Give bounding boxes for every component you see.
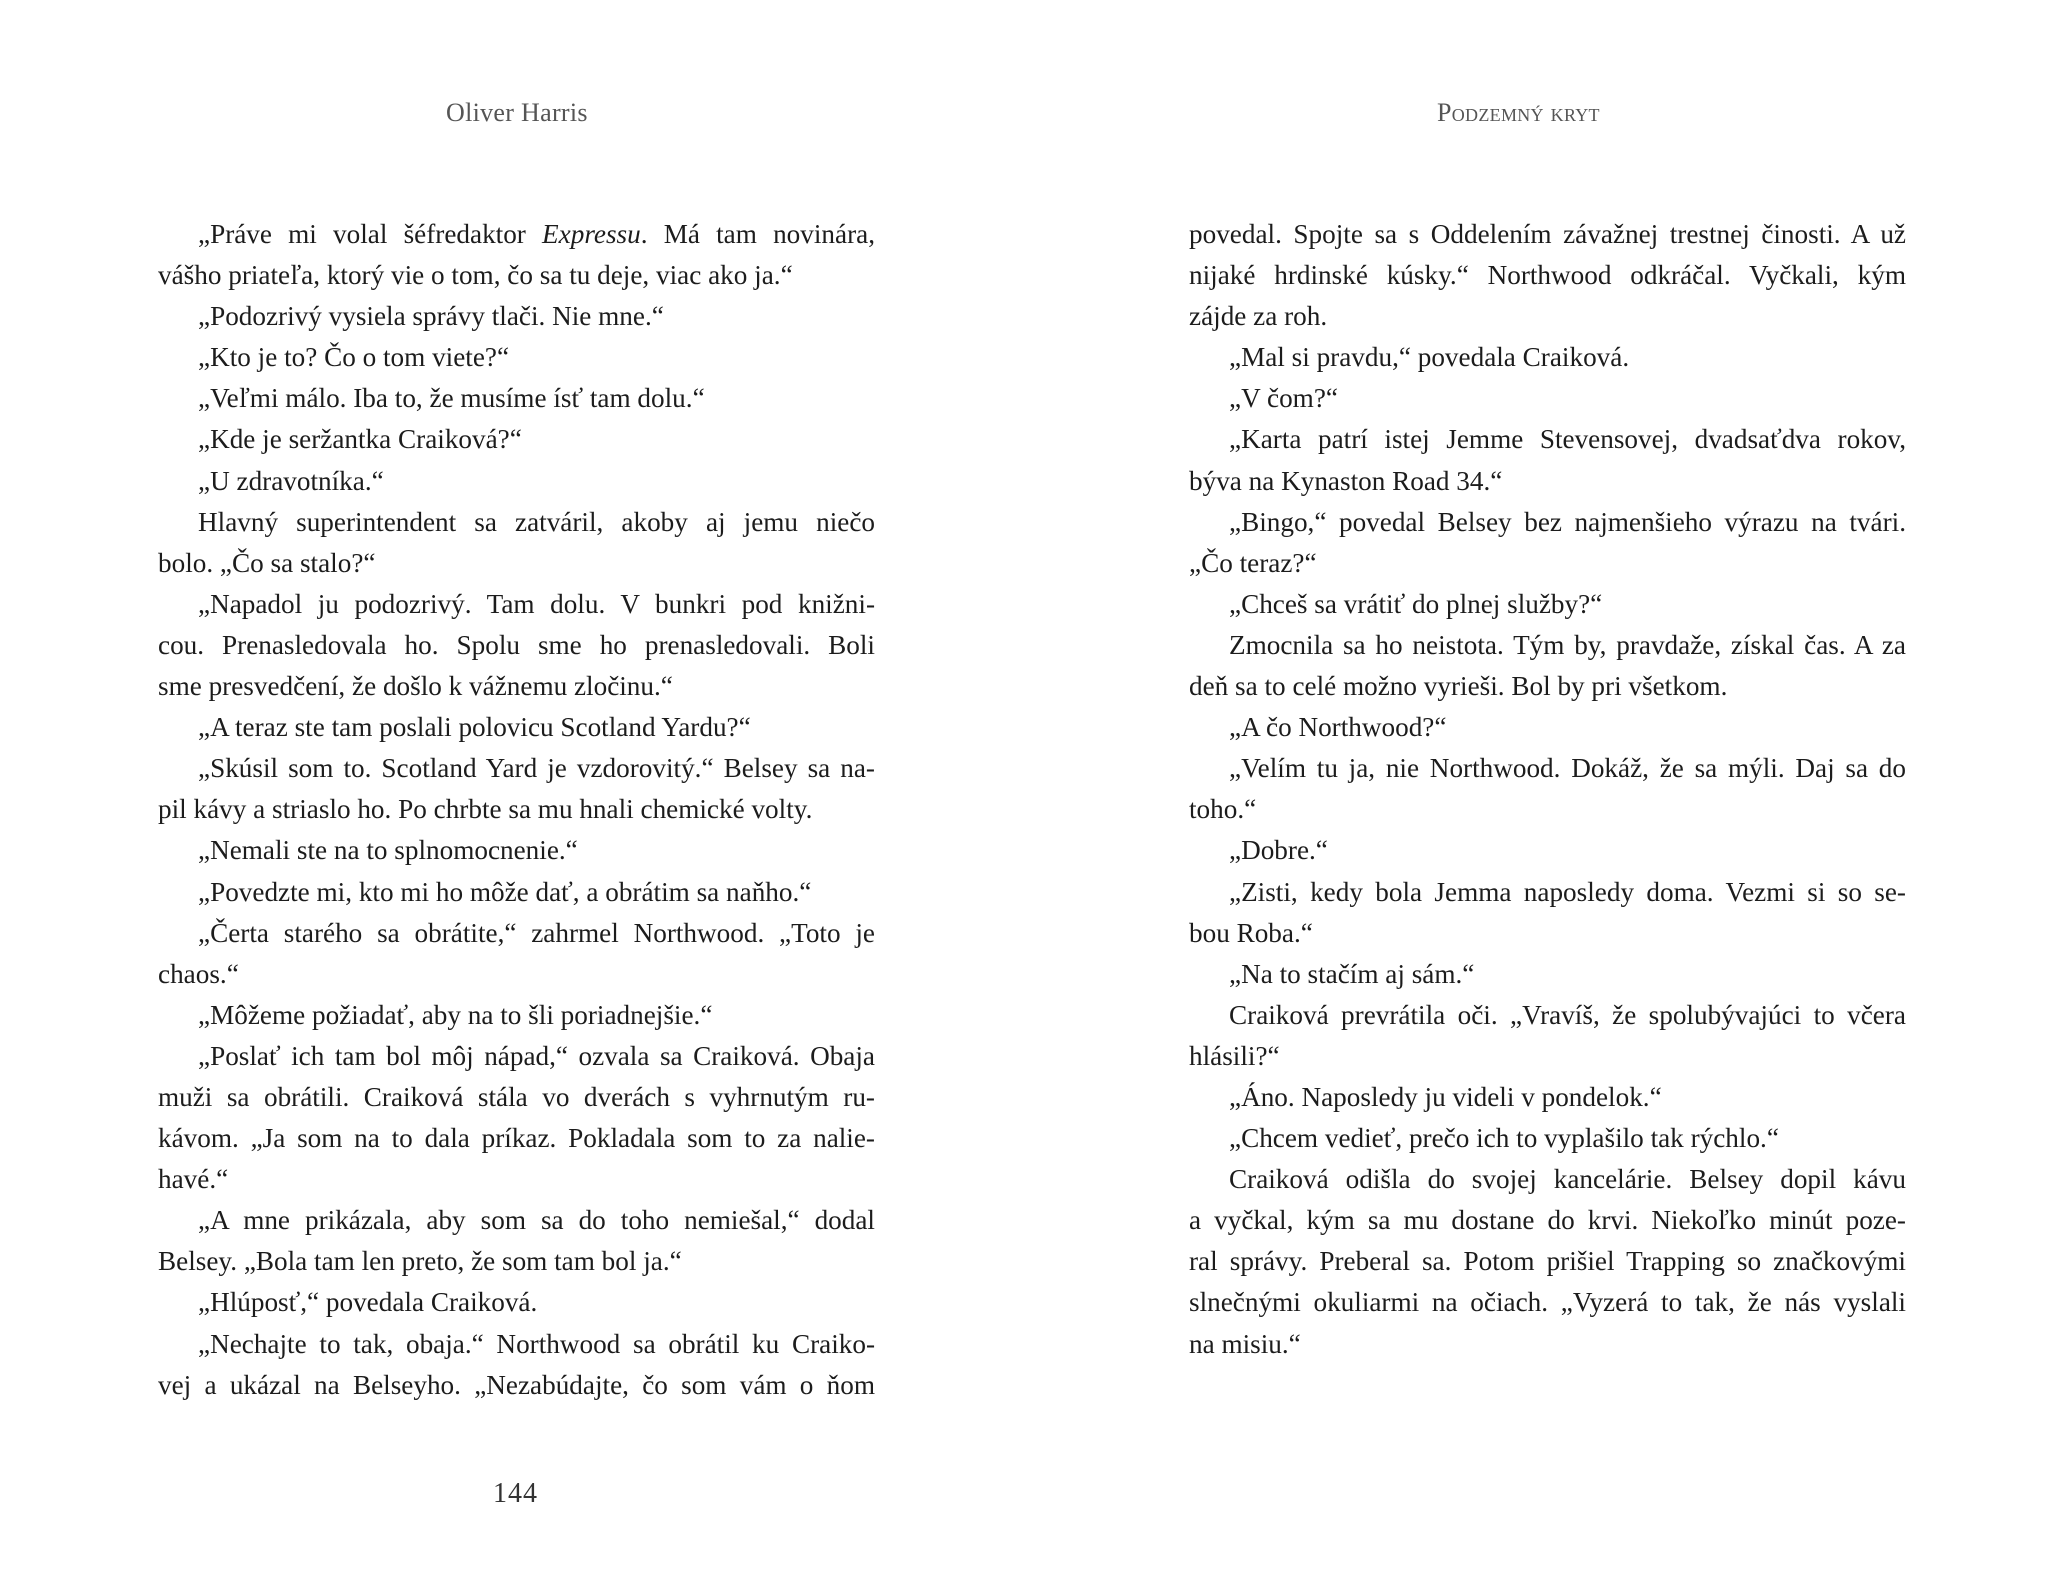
text-line [158, 625, 875, 666]
text-line [1189, 584, 1906, 625]
running-head-title [1437, 98, 1600, 128]
text-line [1189, 543, 1906, 584]
text-run: na misiu.“ [1189, 1328, 1301, 1359]
text-line [1189, 1118, 1906, 1159]
text-run: slnečnými okuliarmi na očiach. „Vyzerá to tak, že nás vyslali [1189, 1287, 1906, 1318]
text-line [1189, 1200, 1906, 1241]
text-run: muži sa obrátili. Craiková stála vo dverách s vyhrnutým ru- [158, 1081, 875, 1112]
text-run: „Dobre.“ [1229, 835, 1328, 866]
text-run: pil kávy a striaslo ho. Po chrbte sa mu hnali chemické volty. [158, 794, 813, 825]
text-line [158, 296, 875, 337]
text-line [158, 1159, 875, 1200]
right-page-text [1189, 214, 1906, 1365]
text-run: „Kde je seržantka Craiková?“ [198, 424, 522, 455]
text-line [1189, 1077, 1906, 1118]
text-line [158, 337, 875, 378]
text-line [1189, 748, 1906, 789]
text-run: chaos.“ [158, 958, 239, 989]
text-run: cou. Prenasledovala ho. Spolu sme ho prenasledovali. Boli [158, 629, 875, 660]
text-run: „Napadol ju podozrivý. Tam dolu. V bunkri pod knižni- [198, 588, 875, 619]
page-number: 144 [493, 1478, 538, 1509]
text-run: a vyčkal, kým sa mu dostane do krvi. Niekoľko minút poze- [1189, 1205, 1906, 1236]
text-line [1189, 625, 1906, 666]
text-run: býva na Kynaston Road 34.“ [1189, 465, 1503, 496]
text-line [1189, 1282, 1906, 1323]
text-run: bou Roba.“ [1189, 917, 1313, 948]
text-line [158, 1241, 875, 1282]
text-run: . Má tam novinára, [640, 219, 875, 249]
text-run: „Povedzte mi, kto mi ho môže dať, a obrátim sa naňho.“ [198, 876, 812, 907]
text-run: „Na to stačím aj sám.“ [1229, 958, 1475, 989]
italic-title: Expressu [542, 219, 641, 249]
text-run: „Skúsil som to. Scotland Yard je vzdorovitý.“ Belsey sa na- [198, 753, 875, 784]
text-run: „Zisti, kedy bola Jemma naposledy doma. Vezmi si so se- [1229, 876, 1906, 907]
text-line [158, 707, 875, 748]
text-run: Belsey. „Bola tam len preto, že som tam bol ja.“ [158, 1246, 682, 1277]
text-run: „U zdravotníka.“ [198, 465, 384, 496]
left-page-text [158, 214, 875, 1406]
text-run: hlásili?“ [1189, 1040, 1280, 1071]
text-line [158, 954, 875, 995]
text-line [158, 789, 875, 830]
text-line [158, 461, 875, 502]
text-line [158, 584, 875, 625]
text-line [1189, 255, 1906, 296]
text-run: deň sa to celé možno vyrieši. Bol by pri všetkom. [1189, 671, 1728, 702]
text-line [1189, 419, 1906, 460]
text-line [158, 419, 875, 460]
text-run: „Čerta starého sa obrátite,“ zahrmel Northwood. „Toto je [198, 917, 875, 948]
text-line [1189, 666, 1906, 707]
text-line [1189, 789, 1906, 830]
text-run: „Veľmi málo. Iba to, že musíme ísť tam dolu.“ [198, 383, 705, 414]
text-line [158, 1365, 875, 1406]
text-run: Craiková odišla do svojej kancelárie. Belsey dopil kávu [1229, 1164, 1906, 1195]
text-run: bolo. „Čo sa stalo?“ [158, 547, 376, 578]
text-run: „Môžeme požiadať, aby na to šli poriadnejšie.“ [198, 999, 713, 1030]
text-line [158, 995, 875, 1036]
text-run: Craiková prevrátila oči. „Vravíš, že spolubývajúci to včera [1229, 999, 1906, 1030]
text-line [1189, 872, 1906, 913]
text-run: vej a ukázal na Belseyho. „Nezabúdajte, čo som vám o ňom [158, 1369, 875, 1400]
text-run: „A čo Northwood?“ [1229, 712, 1447, 743]
text-line [158, 913, 875, 954]
text-line [1189, 502, 1906, 543]
text-run: „Velím tu ja, nie Northwood. Dokáž, že sa mýli. Daj sa do [1229, 753, 1906, 784]
text-line [158, 830, 875, 871]
text-run: „Nemali ste na to splnomocnenie.“ [198, 835, 578, 866]
text-run: „Bingo,“ povedal Belsey bez najmenšieho výrazu na tvári. [1229, 506, 1906, 537]
text-run: „A mne prikázala, aby som sa do toho nemiešal,“ dodal [198, 1205, 875, 1236]
text-line [1189, 214, 1906, 255]
running-head-author: Oliver Harris [446, 98, 588, 127]
text-run: „Karta patrí istej Jemme Stevensovej, dvadsaťdva rokov, [1229, 424, 1906, 455]
text-line [158, 255, 875, 296]
text-line [158, 666, 875, 707]
text-line [1189, 1159, 1906, 1200]
text-run: „V čom?“ [1229, 383, 1338, 414]
text-line [1189, 296, 1906, 337]
text-run: kávom. „Ja som na to dala príkaz. Pokladala som to za nalie- [158, 1123, 875, 1154]
text-line [158, 1077, 875, 1118]
text-line [158, 872, 875, 913]
text-run: toho.“ [1189, 794, 1257, 825]
text-line [1189, 1036, 1906, 1077]
text-line [1189, 378, 1906, 419]
text-line [158, 1118, 875, 1159]
text-run: sme presvedčení, že došlo k vážnemu zločinu.“ [158, 671, 673, 702]
text-line [158, 502, 875, 543]
text-line [1189, 461, 1906, 502]
text-run: „Chceš sa vrátiť do plnej služby?“ [1229, 588, 1603, 619]
text-run: „Mal si pravdu,“ povedala Craiková. [1229, 342, 1630, 373]
text-run: zájde za roh. [1189, 301, 1328, 332]
text-line [1189, 337, 1906, 378]
text-run: „A teraz ste tam poslali polovicu Scotland Yardu?“ [198, 712, 751, 743]
text-run: „Podozrivý vysiela správy tlači. Nie mne.“ [198, 301, 664, 332]
text-run: nijaké hrdinské kúsky.“ Northwood odkráčal. Vyčkali, kým [1189, 260, 1906, 291]
text-run: „Áno. Naposledy ju videli v pondelok.“ [1229, 1081, 1662, 1112]
text-run: Hlavný superintendent sa zatváril, akoby aj jemu niečo [198, 506, 875, 537]
text-line [1189, 707, 1906, 748]
text-line [158, 214, 875, 255]
text-line [158, 1200, 875, 1241]
text-line [1189, 913, 1906, 954]
text-line [1189, 995, 1906, 1036]
text-run: „Kto je to? Čo o tom viete?“ [198, 342, 510, 373]
text-line [158, 378, 875, 419]
text-line [1189, 1324, 1906, 1365]
running-head-title-text: Podzemný kryt [1437, 98, 1600, 127]
text-run: „Chcem vedieť, prečo ich to vyplašilo tak rýchlo.“ [1229, 1123, 1779, 1154]
text-run: „Práve mi volal šéfredaktor [198, 219, 543, 249]
text-run: vášho priateľa, ktorý vie o tom, čo sa tu deje, viac ako ja.“ [158, 260, 793, 291]
text-line [158, 543, 875, 584]
text-run: „Čo teraz?“ [1189, 547, 1317, 578]
text-line [158, 1282, 875, 1323]
text-line [1189, 830, 1906, 871]
text-line [158, 748, 875, 789]
text-line [1189, 954, 1906, 995]
text-run: „Hlúposť,“ povedala Craiková. [198, 1287, 538, 1318]
text-line [1189, 1241, 1906, 1282]
text-line [158, 1036, 875, 1077]
text-line [158, 1324, 875, 1365]
text-run: „Poslať ich tam bol môj nápad,“ ozvala sa Craiková. Obaja [198, 1040, 875, 1071]
text-run: povedal. Spojte sa s Oddelením závažnej trestnej činosti. A už [1189, 219, 1906, 249]
text-run: ral správy. Preberal sa. Potom prišiel Trapping so značkovými [1189, 1246, 1906, 1277]
text-run: Zmocnila sa ho neistota. Tým by, pravdaže, získal čas. A za [1229, 629, 1906, 660]
text-run: havé.“ [158, 1164, 229, 1195]
text-run: „Nechajte to tak, obaja.“ Northwood sa obrátil ku Craiko- [198, 1328, 875, 1359]
